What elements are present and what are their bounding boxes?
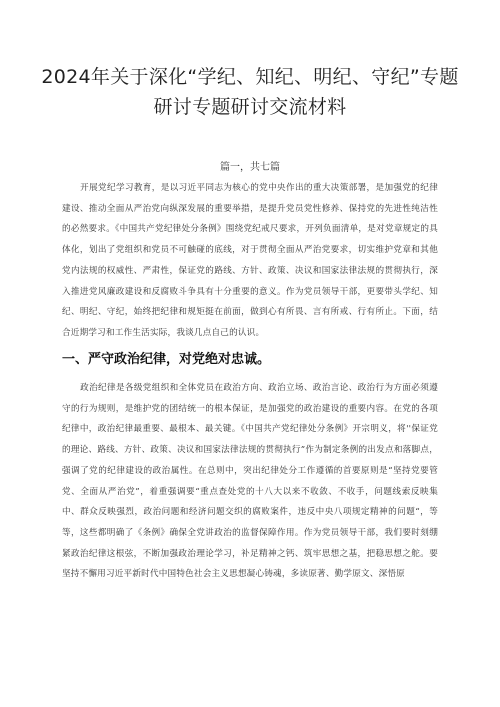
intro-paragraph [62, 178, 438, 344]
title-line-1: 2024年关于深化“学纪、知纪、明纪、守纪”专题 [41, 66, 459, 88]
title-line-2: 研讨专题研讨交流材料 [153, 96, 347, 118]
document-subtitle: 篇一，共七篇 [220, 162, 280, 173]
section-1-paragraph-text: 政治纪律是各级党组织和全体党员在政治方向、政治立场、政治言论、政治行为方面必须遵守的行为规则，是维护党的团结统一的根本保证，是加强党的政治建设的重要内容。在党的各项纪律中，政治纪律最重要、最根本、最关键。《中国共产党纪律处分条例》开宗明义，将''保证党的理论、路线、方针、政策、决议和国家法律法规的贯彻执行”作为制定条例的出发点和落脚点，强调了党的纪律建设的政治属性。在总则中，突出纪律处分工作遵循的首要原则是“坚持党要管党、全面从严治党”，着重强调要“重点查处党的十八大以来不收敛、不收手，问题线索反映集中、群众反映强烈，政治问题和经济问题交织的腐败案件，违反中央八项规定精神的问题“，等等，这些都明确了《条例》确保全党讲政治的监督保障作用。作为党员领导干部，我们要时刻绷紧政治纪律这根弦，不断加强政治理论学习，补足精神之钙、筑牢思想之基，把稳思想之舵。要坚持不懈用习近平新时代中国特色社会主义思想凝心铸魂，多读原著、勤学原文、深悟原 [62, 383, 438, 580]
section-1-heading: 一、严守政治纪律，对党绝对忠诚。 [62, 352, 271, 367]
section-1-paragraph [62, 378, 438, 585]
document-title [40, 62, 460, 122]
intro-paragraph-text: 开展党纪学习教育，是以习近平同志为核心的党中央作出的重大决策部署，是加强党的纪律建设、推动全面从严治党向纵深发展的重要举措，是提升党员党性修养、保持党的先进性纯洁性的必然要求。《中国共产党纪律处分条例》围绕党纪戒尺要求，开列负面清单，是对党章规定的具体化，划出了党组织和党员不可触碰的底线，对于贯彻全面从严治党要求，切实维护党章和其他党内法规的权威性、严肃性，保证党的路线、方针、政策、决议和国家法律法规的贯彻执行，深入推进党风廉政建设和反腐败斗争具有十分重要的意义。作为党员领导干部，更要带头学纪、知纪、明纪、守纪，始终把纪律和规矩挺在前面，做到心有所畏、言有所戒、行有所止。下面，结合近期学习和工作生活实际，我谈几点自己的认识。 [62, 183, 438, 338]
